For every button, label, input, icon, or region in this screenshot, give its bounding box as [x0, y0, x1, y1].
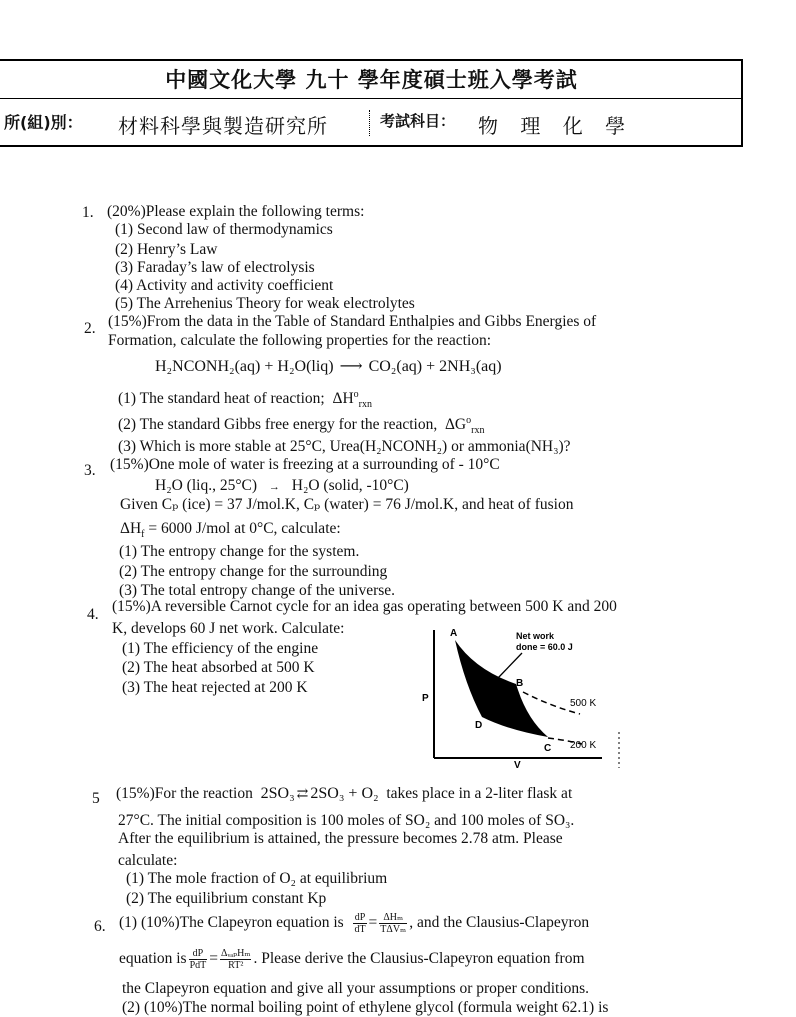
reaction-products: CO₂(aq) + 2NH₃(aq) [368, 358, 502, 375]
header-divider [0, 98, 743, 99]
clapeyron-rhs: $\frac{\text{ΔHₘ}}{\text{TΔVₘ}}$ [380, 911, 407, 935]
question-stem-cont: K, develops 60 J net work. Calculate: [112, 620, 345, 637]
list-item: (2) The entropy change for the surrounding [119, 563, 388, 580]
point-c-label: C [544, 743, 552, 754]
question-number: 4. [87, 606, 99, 623]
question-text: 27°C. The initial composition is 100 moles of SO₂ and 100 moles of SO₃. [118, 812, 575, 829]
question-stem: (1) (10%)The Clapeyron equation is $\frac{dP}{dT}$ = $\frac{\text{ΔHₘ}}{\text{TΔVₘ}}$ , and the Clausius-Clapeyron [119, 911, 590, 935]
list-item: (2) The heat absorbed at 500 K [122, 659, 315, 676]
list-item: (3) The total entropy change of the universe. [119, 582, 396, 599]
point-b-label: B [516, 678, 524, 689]
list-item: (4) Activity and activity coefficient [115, 277, 334, 294]
question-stem: (15%)From the data in the Table of Standard Enthalpies and Gibbs Energies of [108, 313, 597, 330]
exam-title: 中國文化大學 九十 學年度碩士班入學考試 [165, 68, 578, 92]
process-final: H₂O (solid, -10°C) [291, 477, 409, 494]
question-text: equation is $\frac{dP}{\text{PdT}}$ = $\frac{\text{ΔᵥₐₚHₘ}}{\text{RT²}}$ . Please derive the Clausius-Clapeyron equation from [119, 947, 585, 971]
question-number: 3. [84, 462, 96, 479]
header-top-border [0, 59, 743, 61]
annotation-leader-line [498, 653, 522, 678]
net-work-annotation-line2: done = 60.0 J [516, 642, 573, 652]
item-text: (2) The standard Gibbs free energy for the reaction, [118, 416, 438, 433]
question-text: calculate: [118, 852, 178, 869]
p-axis-label: P [422, 693, 429, 704]
department-label: 所(組)別： [4, 113, 83, 132]
isotherm-200k-label: 200 K [570, 740, 597, 751]
list-item: (1) The efficiency of the engine [122, 640, 319, 657]
subject-value: 物 理 化 學 [478, 114, 634, 138]
list-item: (1) Second law of thermodynamics [115, 221, 333, 238]
reaction-reactants: H₂NCONH₂(aq) + H₂O(liq) [155, 358, 334, 375]
equilibrium-reaction: 2SO₃ ⇄ 2SO₃ + O₂ [260, 785, 379, 802]
list-item: (3) The heat rejected at 200 K [122, 679, 308, 696]
enthalpy-symbol: $\Delta H^o_{rxn}$ [332, 388, 372, 411]
point-a-label: A [450, 628, 458, 639]
v-axis-label: V [514, 760, 521, 770]
list-item [118, 388, 372, 411]
question-stem: (20%)Please explain the following terms: [107, 203, 365, 220]
net-work-region [455, 640, 548, 737]
process-equation [155, 477, 409, 496]
question-text-partial: (2) (10%)The normal boiling point of ethylene glycol (formula weight 62.1) is [122, 999, 609, 1016]
reaction-arrow: ⟶ [339, 358, 363, 375]
reaction-equation [155, 358, 502, 376]
item-text: (1) The standard heat of reaction; [118, 390, 325, 407]
question-text: After the equilibrium is attained, the pressure becomes 2.78 atm. Please [118, 830, 563, 847]
given-data: Given Cₚ (ice) = 37 J/mol.K, Cₚ (water) = 76 J/mol.K, and heat of fusion [120, 496, 574, 513]
question-number: 6. [94, 918, 106, 935]
fusion-data: $\Delta H_f = 6000$ J/mol at 0°C, calculate: [120, 520, 341, 541]
clapeyron-lhs: $\frac{dP}{dT}$ [354, 911, 366, 935]
process-arrow: → [268, 481, 280, 493]
question-number: 2. [84, 320, 96, 337]
process-initial: H₂O (liq., 25°C) [155, 477, 258, 494]
isotherm-500k-label: 500 K [570, 698, 597, 709]
list-item: (2) Henry’s Law [115, 241, 218, 258]
question-number: 5 [92, 790, 100, 807]
department-value: 材料科學與製造研究所 [118, 114, 328, 138]
list-item: (1) The entropy change for the system. [119, 543, 360, 560]
list-item: (2) The equilibrium constant Kp [126, 890, 327, 907]
carnot-pv-diagram [420, 620, 630, 770]
point-d-label: D [475, 720, 483, 731]
question-text: the Clapeyron equation and give all your assumptions or proper conditions. [122, 980, 590, 997]
clausius-clapeyron-rhs: $\frac{\text{ΔᵥₐₚHₘ}}{\text{RT²}}$ [221, 947, 251, 971]
question-stem-cont: Formation, calculate the following properties for the reaction: [108, 332, 492, 349]
subject-label: 考試科目： [380, 112, 456, 130]
list-item: (3) Faraday’s law of electrolysis [115, 259, 315, 276]
list-item: (1) The mole fraction of O₂ at equilibrium [126, 870, 388, 887]
list-item: (3) Which is more stable at 25°C, Urea(H₂NCONH₂) or ammonia(NH₃)? [118, 438, 571, 455]
question-stem: (15%)For the reaction 2SO₃ ⇄ 2SO₃ + O₂ takes place in a 2-liter flask at [116, 785, 573, 802]
header-bottom-border [0, 145, 743, 147]
question-number: 1. [82, 204, 94, 221]
question-stem: (15%)One mole of water is freezing at a surrounding of - 10°C [110, 456, 500, 473]
list-item [118, 414, 485, 437]
header-separator [369, 110, 370, 136]
list-item: (5) The Arrehenius Theory for weak electrolytes [115, 295, 415, 312]
clausius-clapeyron-lhs: $\frac{dP}{\text{PdT}}$ [189, 947, 207, 971]
net-work-annotation-line1: Net work [516, 631, 555, 641]
gibbs-symbol: $\Delta G^o_{rxn}$ [444, 414, 485, 437]
question-stem: (15%)A reversible Carnot cycle for an idea gas operating between 500 K and 200 [112, 598, 617, 615]
